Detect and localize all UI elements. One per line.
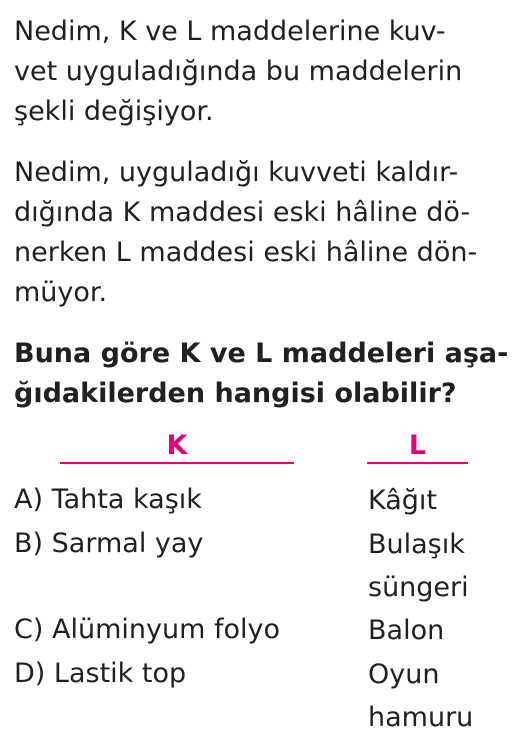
option-b-l xyxy=(368,523,469,609)
option-l-value: Bulaşık xyxy=(368,529,465,560)
option-l-value: Balon xyxy=(368,615,445,646)
option-k-value: Tahta kaşık xyxy=(51,484,202,515)
text-line: Nedim, K ve L maddelerine kuv- xyxy=(14,16,446,47)
question-line: ğıdakilerden hangisi olabilir? xyxy=(14,378,457,409)
option-d-l xyxy=(368,653,473,739)
option-d-k[interactable] xyxy=(14,653,186,695)
option-l-value: Oyun xyxy=(368,659,440,690)
option-k-value: Alüminyum folyo xyxy=(51,614,280,645)
option-k-value: Sarmal yay xyxy=(51,528,204,559)
question-line: Buna göre K ve L maddeleri aşa- xyxy=(14,338,509,369)
second-paragraph xyxy=(14,153,519,313)
option-b-k[interactable] xyxy=(14,523,203,565)
option-l-value: Kâğıt xyxy=(368,485,438,516)
question-prompt xyxy=(14,334,519,414)
text-line: Nedim, uyguladığı kuvveti kaldır- xyxy=(14,157,459,188)
text-line: şekli değişiyor. xyxy=(14,96,214,127)
option-a-l xyxy=(368,479,437,522)
option-label: C) xyxy=(14,614,44,645)
text-line: vet uyguladığında bu maddelerin xyxy=(14,56,463,87)
option-l-value: süngeri xyxy=(368,572,469,603)
option-label: D) xyxy=(14,658,46,689)
column-header-k: K xyxy=(60,430,294,464)
option-label: A) xyxy=(14,484,44,515)
intro-paragraph xyxy=(14,12,519,132)
option-label: B) xyxy=(14,528,44,559)
option-c-k[interactable] xyxy=(14,609,280,651)
column-header-l: L xyxy=(367,430,468,464)
text-line: dığında K maddesi eski hâline dö- xyxy=(14,197,471,228)
option-l-value: hamuru xyxy=(368,702,474,733)
option-a-k[interactable] xyxy=(14,479,202,521)
text-line: müyor. xyxy=(14,277,108,308)
text-line: nerken L maddesi eski hâline dön- xyxy=(14,237,478,268)
option-c-l xyxy=(368,609,444,652)
option-k-value: Lastik top xyxy=(53,658,187,689)
